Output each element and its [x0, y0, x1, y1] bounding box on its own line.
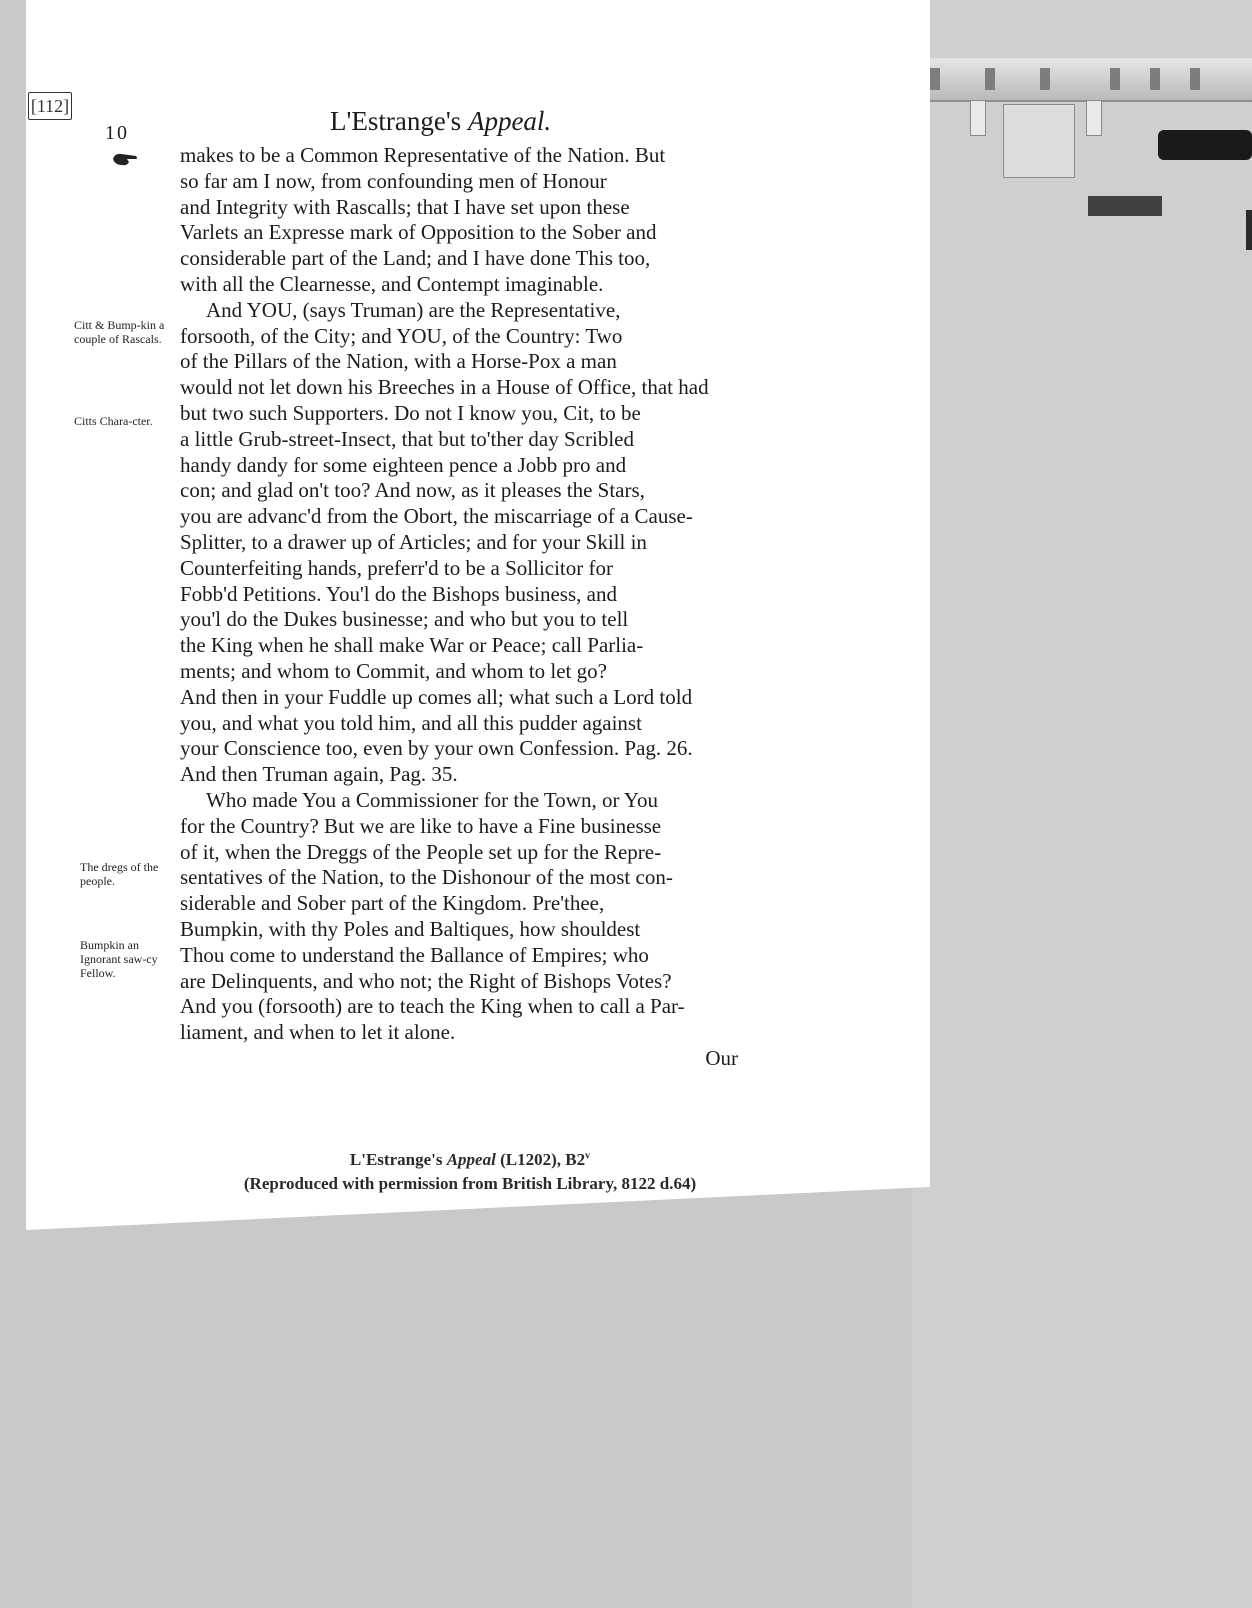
text-line: Counterfeiting hands, preferr'd to be a Sollicitor for	[180, 555, 613, 580]
text-line: forsooth, of the City; and YOU, of the Country: Two	[180, 323, 623, 348]
page-number: 10	[105, 122, 129, 144]
running-head	[330, 106, 551, 137]
caption-line-2: (Reproduced with permission from British Library, 8122 d.64)	[243, 1174, 697, 1193]
scanner-slot	[985, 68, 995, 90]
text-line: sentatives of the Nation, to the Dishonour of the most con-	[180, 865, 673, 890]
text-line: And then Truman again, Pag. 35.	[180, 762, 458, 787]
text-line: of it, when the Dreggs of the People set up for the Repre-	[180, 839, 662, 864]
text-line: for the Country? But we are like to have a Fine businesse	[180, 813, 662, 838]
text-line: the King when he shall make War or Peace; call Parlia-	[180, 633, 644, 658]
body-text	[180, 143, 740, 1072]
scanner-slot	[1150, 68, 1160, 90]
text-line: considerable part of the Land; and I have done This too,	[180, 246, 651, 271]
margin-note: Bumpkin an Ignorant saw-cy Fellow.	[80, 938, 158, 980]
pointing-hand-icon	[112, 150, 138, 168]
text-line: but two such Supporters. Do not I know you, Cit, to be	[180, 400, 641, 425]
caption-title: Appeal	[446, 1150, 496, 1169]
scanner-latch	[1003, 104, 1075, 178]
scanner-slot	[1190, 68, 1200, 90]
text-line: con; and glad on't too? And now, as it pleases the Stars,	[180, 478, 645, 503]
text-line: are Delinquents, and who not; the Right of Bishops Votes?	[180, 968, 672, 993]
text-line: you'l do the Dukes businesse; and who but you to tell	[180, 607, 629, 632]
running-head-roman: L'Estrange's	[330, 106, 462, 136]
text-line: you, and what you told him, and all this pudder against	[180, 710, 642, 735]
text-line: ments; and whom to Commit, and whom to let go?	[180, 658, 607, 683]
catchword: Our	[705, 1045, 738, 1070]
scanner-edge	[1246, 210, 1252, 250]
text-line: Bumpkin, with thy Poles and Baltiques, how shouldest	[180, 916, 641, 941]
margin-note: The dregs of the people.	[80, 860, 159, 888]
text-line: Fobb'd Petitions. You'l do the Bishops business, and	[180, 581, 617, 606]
scanner-bar	[1088, 196, 1162, 216]
margin-note: Citts Chara-cter.	[74, 414, 153, 428]
scanner-slot	[1110, 68, 1120, 90]
scanner-clip	[1086, 100, 1102, 136]
text-line: And you (forsooth) are to teach the King when to call a Par-	[180, 994, 685, 1019]
caption-line-1	[0, 1150, 940, 1170]
text-line: would not let down his Breeches in a House of Office, that had	[180, 375, 709, 400]
scanner-clip	[970, 100, 986, 136]
text-line: Varlets an Expresse mark of Opposition to the Sober and	[180, 220, 657, 245]
text-line: of the Pillars of the Nation, with a Horse-Pox a man	[180, 349, 617, 374]
text-line: Splitter, to a drawer up of Articles; and for your Skill in	[180, 529, 647, 554]
text-line: handy dandy for some eighteen pence a Jobb pro and	[180, 452, 627, 477]
text-line: with all the Clearnesse, and Contempt imaginable.	[180, 271, 604, 296]
scanner-roller	[1158, 130, 1252, 160]
caption-ref: (L1202), B2	[500, 1150, 586, 1169]
text-line: And then in your Fuddle up comes all; what such a Lord told	[180, 684, 693, 709]
caption-author: L'Estrange's	[349, 1150, 443, 1169]
scanner-bed	[912, 0, 1252, 1608]
scanner-slot	[930, 68, 940, 90]
text-line: makes to be a Common Representative of the Nation. But	[180, 143, 666, 167]
text-line: And YOU, (says Truman) are the Representative,	[206, 297, 621, 322]
folio-stamp: [112]	[28, 92, 72, 120]
scanner-slot	[1040, 68, 1050, 90]
text-line: liament, and when to let it alone.	[180, 1020, 456, 1045]
text-line: a little Grub-street-Insect, that but to'ther day Scribled	[180, 426, 634, 451]
text-line: Thou come to understand the Ballance of Empires; who	[180, 942, 649, 967]
text-line: Who made You a Commissioner for the Town, or You	[206, 787, 658, 812]
text-line: your Conscience too, even by your own Confession. Pag. 26.	[180, 736, 693, 761]
text-line: so far am I now, from confounding men of Honour	[180, 168, 607, 193]
running-head-italic: Appeal.	[467, 106, 552, 136]
text-line: siderable and Sober part of the Kingdom. Pre'thee,	[180, 891, 605, 916]
text-line: you are advanc'd from the Obort, the miscarriage of a Cause-	[180, 504, 693, 529]
caption-sup: v	[585, 1150, 591, 1162]
margin-note: Citt & Bump-kin a couple of Rascals.	[74, 318, 165, 346]
scanner-rail	[912, 58, 1252, 102]
text-line: and Integrity with Rascalls; that I have set upon these	[180, 194, 630, 219]
